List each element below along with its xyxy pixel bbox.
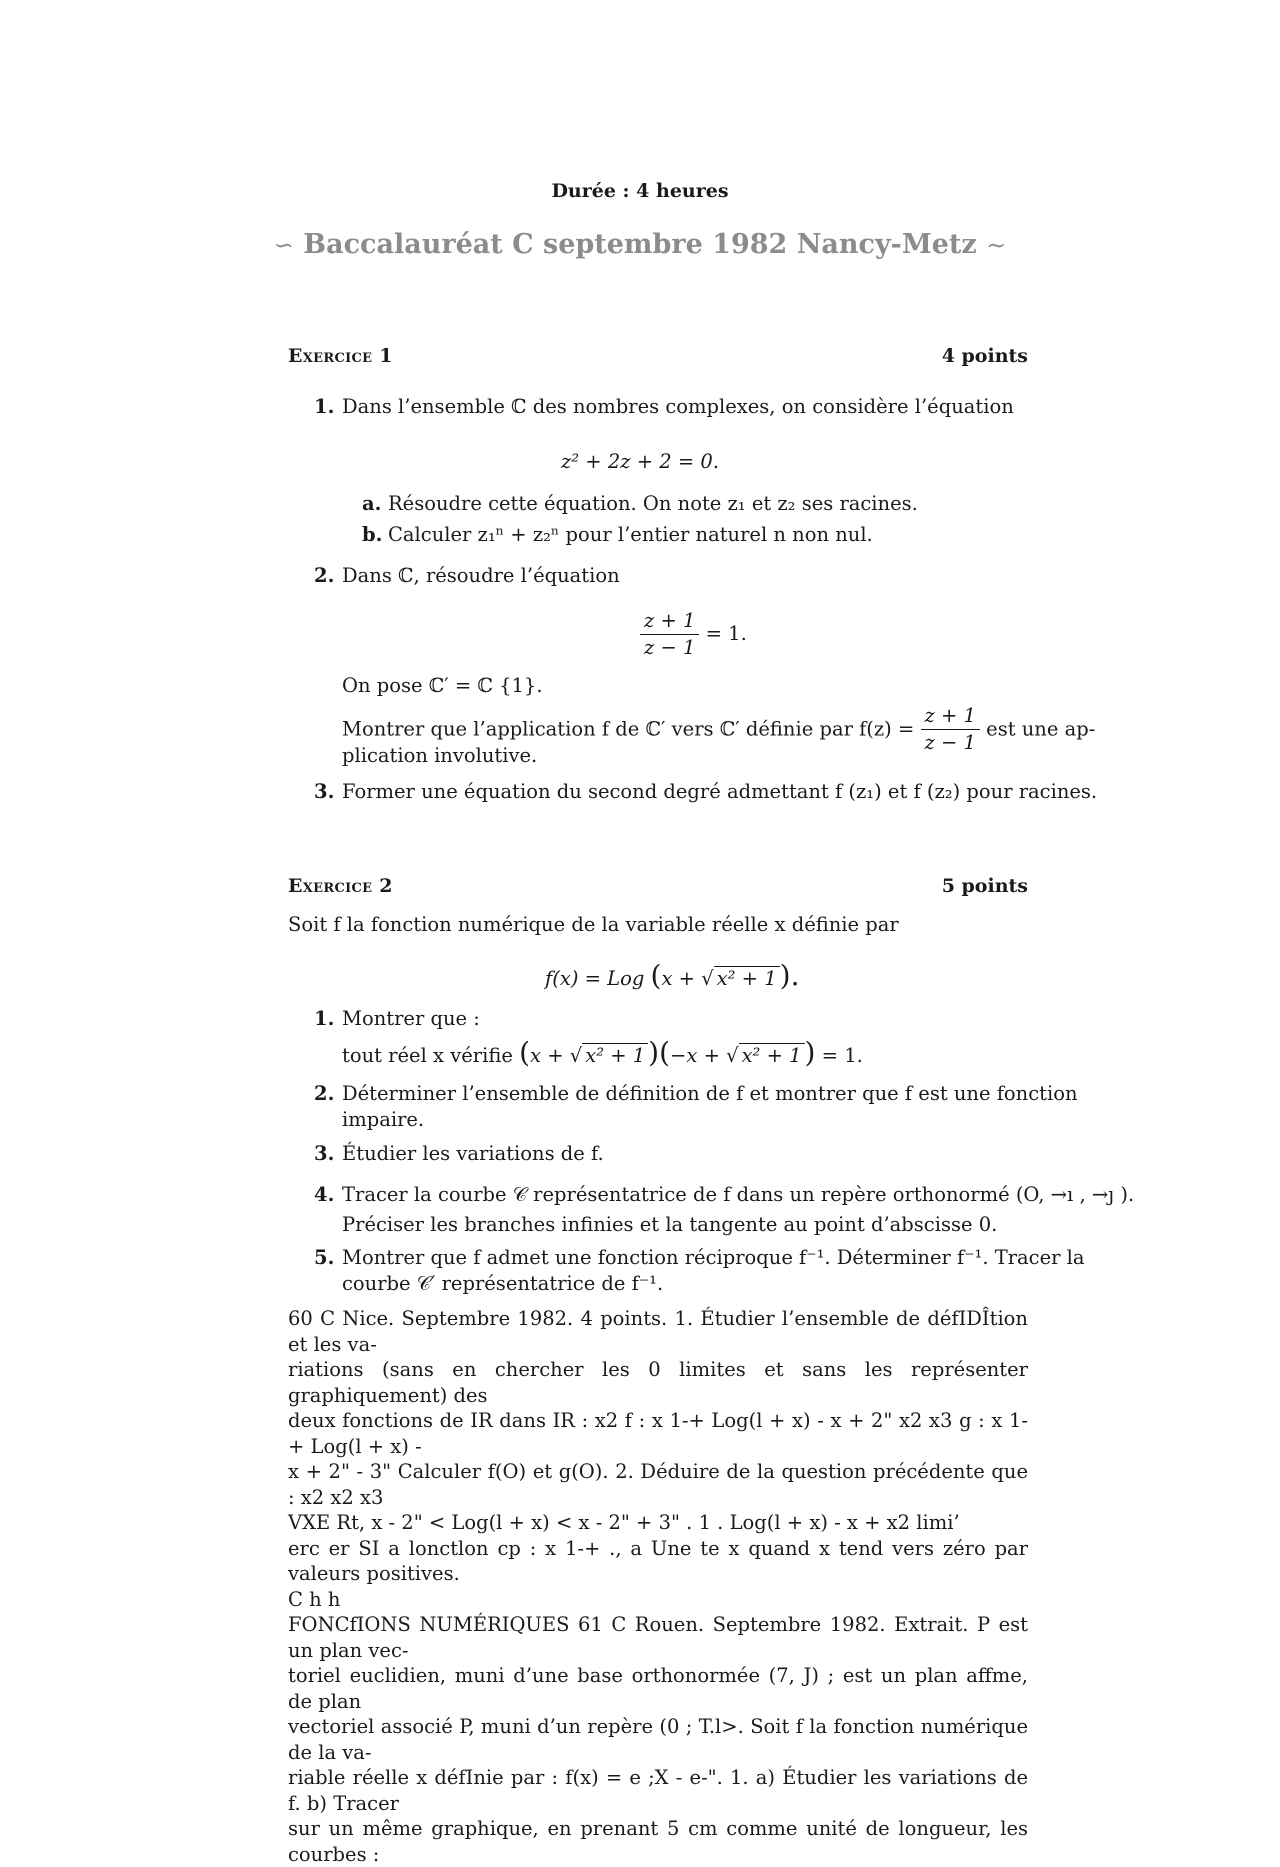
ex2-q1-eq: = 1. (821, 1044, 863, 1067)
ex2-q2-number: 2. (314, 1082, 335, 1105)
ornament-left-icon: ∽ (273, 231, 294, 259)
duration-label: Durée : 4 heures (551, 180, 729, 202)
ex2-q5-number: 5. (314, 1246, 335, 1269)
ex2-q4-number: 4. (314, 1183, 335, 1206)
ex2-q1-line2-pre: tout réel x vérifie (342, 1044, 513, 1067)
ex2-q1-f2-open: ( (659, 1036, 671, 1069)
ex2-q1-f2-close: ) (804, 1036, 816, 1069)
ex2-q2-line2: impaire. (342, 1108, 425, 1131)
ocr-line: riable réelle x défInie par : f(x) = e ;X - e-". 1. a) Étudier les variations de f. b) Tracer (288, 1766, 1028, 1815)
ex1-qa-text: Résoudre cette équation. On note z₁ et z₂ ses racines. (388, 492, 918, 515)
sqrt-icon: √ (726, 1044, 739, 1067)
ocr-paragraph-1 (288, 1306, 1028, 1867)
ex2-intro: Soit f la fonction numérique de la variable réelle x définie par (288, 913, 899, 936)
ocr-line: deux fonctions de IR dans IR : x2 f : x 1-+ Log(l + x) - x + 2" x2 x3 g : x 1-+ Log(l + x) - (288, 1409, 1028, 1458)
ex2-q4-line2: Préciser les branches infinies et la tangente au point d’abscisse 0. (342, 1213, 998, 1236)
ex2-q1-f2: −x + (670, 1044, 720, 1067)
ex1-qb-label: b. (362, 523, 383, 546)
ocr-line: FONCfIONS NUMÉRIQUES 61 C Rouen. Septembre 1982. Extrait. P est un plan vec- (288, 1613, 1028, 1662)
ocr-line: VXE Rt, x - 2" < Log(l + x) < x - 2" + 3" . 1 . Log(l + x) - x + x2 limi’ (288, 1511, 960, 1534)
ex1-equation-2 (640, 608, 747, 661)
title-text: Baccalauréat C septembre 1982 Nancy-Metz (303, 229, 977, 260)
ex2-q3-text: Étudier les variations de f. (342, 1142, 604, 1165)
sqrt-icon: √ (701, 967, 714, 990)
exercise-1-points: 4 points (941, 345, 1028, 367)
ocr-line: x + 2" - 3" Calculer f(O) et g(O). 2. Déduire de la question précédente que : x2 x2 x3 (288, 1460, 1028, 1509)
ex2-def-lhs: f(x) = Log (545, 967, 645, 990)
page-title (0, 229, 1280, 260)
ex2-def-close-paren: ). (779, 959, 800, 992)
ex1-montrer-numerator: z + 1 (921, 703, 980, 730)
ex1-eq2-fraction (640, 608, 699, 661)
ex2-q1-f1-close: ) (648, 1036, 660, 1069)
ex2-q4-line1: Tracer la courbe 𝒞 représentatrice de f dans un repère orthonormé (O, →ı , →ȷ ). (342, 1183, 1135, 1206)
ex1-montrer-denominator: z − 1 (924, 731, 976, 754)
ex2-q2-line1: Déterminer l’ensemble de définition de f et montrer que f est une fonction (342, 1082, 1078, 1105)
ex1-q3-number: 3. (314, 780, 335, 803)
ex1-q1-number: 1. (314, 395, 335, 418)
ocr-line: riations (sans en chercher les 0 limites et sans les représenter graphiquement) des (288, 1358, 1028, 1407)
ex1-q1-text: Dans l’ensemble ℂ des nombres complexes, on considère l’équation (342, 395, 1014, 418)
ex1-q2-number: 2. (314, 564, 335, 587)
ocr-line: vectoriel associé P, muni d’un repère (0 ; T.l>. Soit f la fonction numérique de la va- (288, 1715, 1028, 1764)
ex1-qa-label: a. (362, 492, 382, 515)
ex2-q5-line1: Montrer que f admet une fonction réciproque f⁻¹. Déterminer f⁻¹. Tracer la (342, 1246, 1085, 1269)
ocr-line: toriel euclidien, muni d’une base orthonormée (7, J) ; est un plan affme, de plan (288, 1664, 1028, 1713)
ex1-pose: On pose ℂ′ = ℂ {1}. (342, 674, 543, 697)
ex1-eq2-rhs: = 1. (705, 622, 747, 645)
ex1-eq2-denominator: z − 1 (644, 636, 696, 659)
ex1-q2-text: Dans ℂ, résoudre l’équation (342, 564, 620, 587)
ex1-eq2-numerator: z + 1 (640, 608, 699, 635)
ocr-line: sur un même graphique, en prenant 5 cm comme unité de longueur, les courbes : (288, 1817, 1028, 1866)
ex1-qb-text: Calculer z₁ⁿ + z₂ⁿ pour l’entier naturel n non nul. (388, 523, 873, 546)
ex2-q1-f1-radicand: x² + 1 (582, 1043, 648, 1067)
ex1-montrer-pre: Montrer que l’application f de ℂ′ vers ℂ′ définie par f(z) = (342, 717, 915, 741)
ex1-equation-1: z² + 2z + 2 = 0. (561, 450, 719, 473)
ex2-q5-line2: courbe 𝒞′ représentatrice de f⁻¹. (342, 1272, 664, 1295)
ex2-q1-f1-open: ( (519, 1036, 531, 1069)
ex1-q3-text: Former une équation du second degré admettant f (z₁) et f (z₂) pour racines. (342, 780, 1098, 803)
ex1-montrer-line2: plication involutive. (342, 744, 538, 767)
ocr-line: erc er SI a lonctlon cp : x 1-+ ., a Une te x quand x tend vers zéro par valeurs positives. (288, 1536, 1028, 1585)
ornament-right-icon: ∼ (986, 231, 1007, 259)
ex1-montrer-post: est une ap- (986, 717, 1096, 741)
ocr-line: C h h (288, 1587, 341, 1611)
ex2-def-x: x + (661, 967, 696, 990)
ex2-def-open-paren: ( (650, 959, 662, 992)
exercise-2-title: Exercice 2 (288, 875, 393, 897)
ex2-def-radicand: x² + 1 (714, 966, 780, 990)
ex2-q1-f2-radicand: x² + 1 (739, 1043, 805, 1067)
ex2-q1-text: Montrer que : (342, 1007, 480, 1030)
ex2-q3-number: 3. (314, 1142, 335, 1165)
exercise-2-points: 5 points (941, 875, 1028, 897)
sqrt-icon: √ (569, 1044, 583, 1067)
ex2-q1-number: 1. (314, 1007, 335, 1030)
ex2-q1-f1: x + (530, 1044, 564, 1067)
ex1-montrer-fraction (921, 703, 980, 756)
ocr-line: 60 C Nice. Septembre 1982. 4 points. 1. Étudier l’ensemble de défIDÎtion et les va- (288, 1307, 1028, 1356)
exercise-1-title: Exercice 1 (288, 345, 393, 367)
ex2-q1-line2 (342, 1036, 863, 1069)
ex2-definition (545, 959, 800, 992)
